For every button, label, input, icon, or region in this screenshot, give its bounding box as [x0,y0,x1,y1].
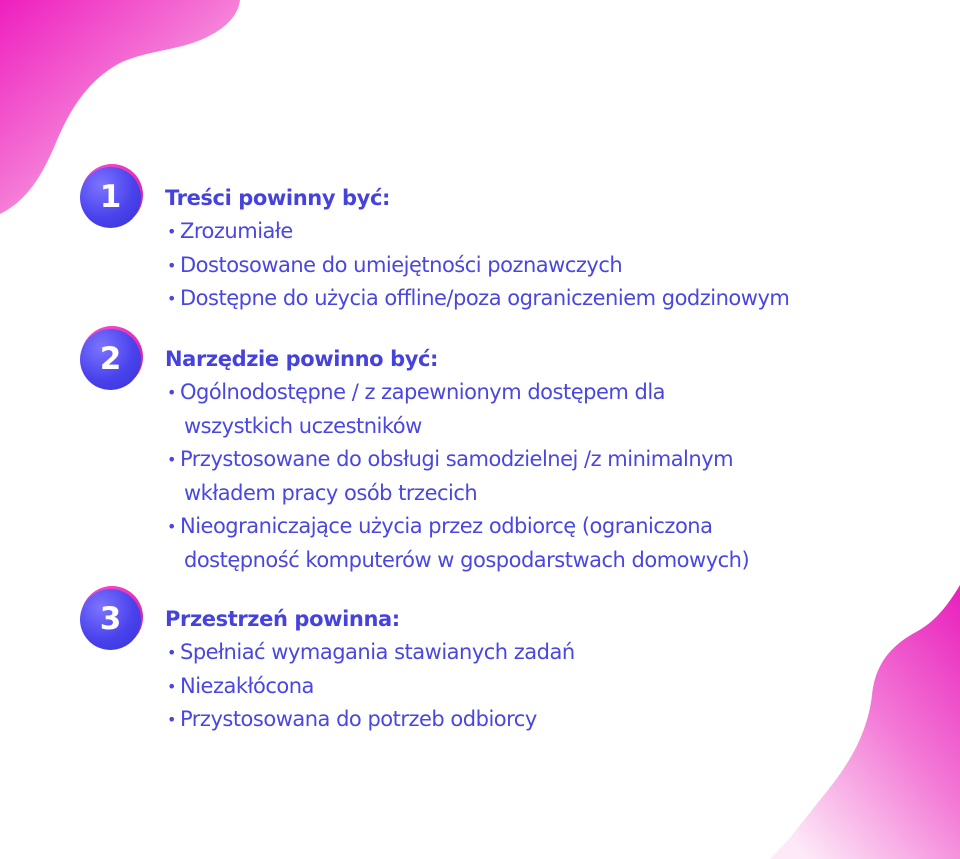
bullet-icon: • [167,710,177,729]
bullet-icon: • [167,517,177,536]
bullet-icon: • [167,222,177,241]
badge-number: 3 [80,589,141,650]
section-content [165,343,925,577]
list-item: • Nieograniczające użycia przez odbiorcę (ograniczona dostępność komputerów w gospodarstwach domowych) [165,510,925,577]
bullet-list [165,215,925,316]
list-item: • Przystosowana do potrzeb odbiorcy [165,703,925,737]
section-heading: Przestrzeń powinna: [165,607,400,631]
number-badge [80,164,144,228]
bullet-icon: • [167,450,177,469]
bullet-list [165,376,925,577]
list-item: • Dostępne do użycia offline/poza ograniczeniem godzinowym [165,282,925,316]
bullet-icon: • [167,255,177,275]
number-badge [80,326,144,390]
section-content [165,603,925,737]
bullet-icon: • [167,643,177,662]
bullet-list [165,636,925,737]
section-heading: Treści powinny być: [165,186,390,210]
bullet-icon: • [167,676,177,696]
bullet-icon: • [167,383,177,402]
list-item: • Niezakłócona [165,670,925,704]
number-badge [80,586,144,650]
badge-number: 1 [80,167,141,228]
section-heading: Narzędzie powinno być: [165,347,439,371]
list-item: • Spełniać wymagania stawianych zadań [165,636,925,670]
list-item: • Ogólnodostępne / z zapewnionym dostępem dla wszystkich uczestników [165,376,925,443]
list-item: • Zrozumiałe [165,215,925,249]
list-item: • Dostosowane do umiejętności poznawczych [165,249,925,283]
section-content [165,182,925,316]
list-item: • Przystosowane do obsługi samodzielnej /z minimalnym wkładem pracy osób trzecich [165,443,925,510]
badge-number: 2 [80,329,141,390]
bullet-icon: • [167,289,177,308]
